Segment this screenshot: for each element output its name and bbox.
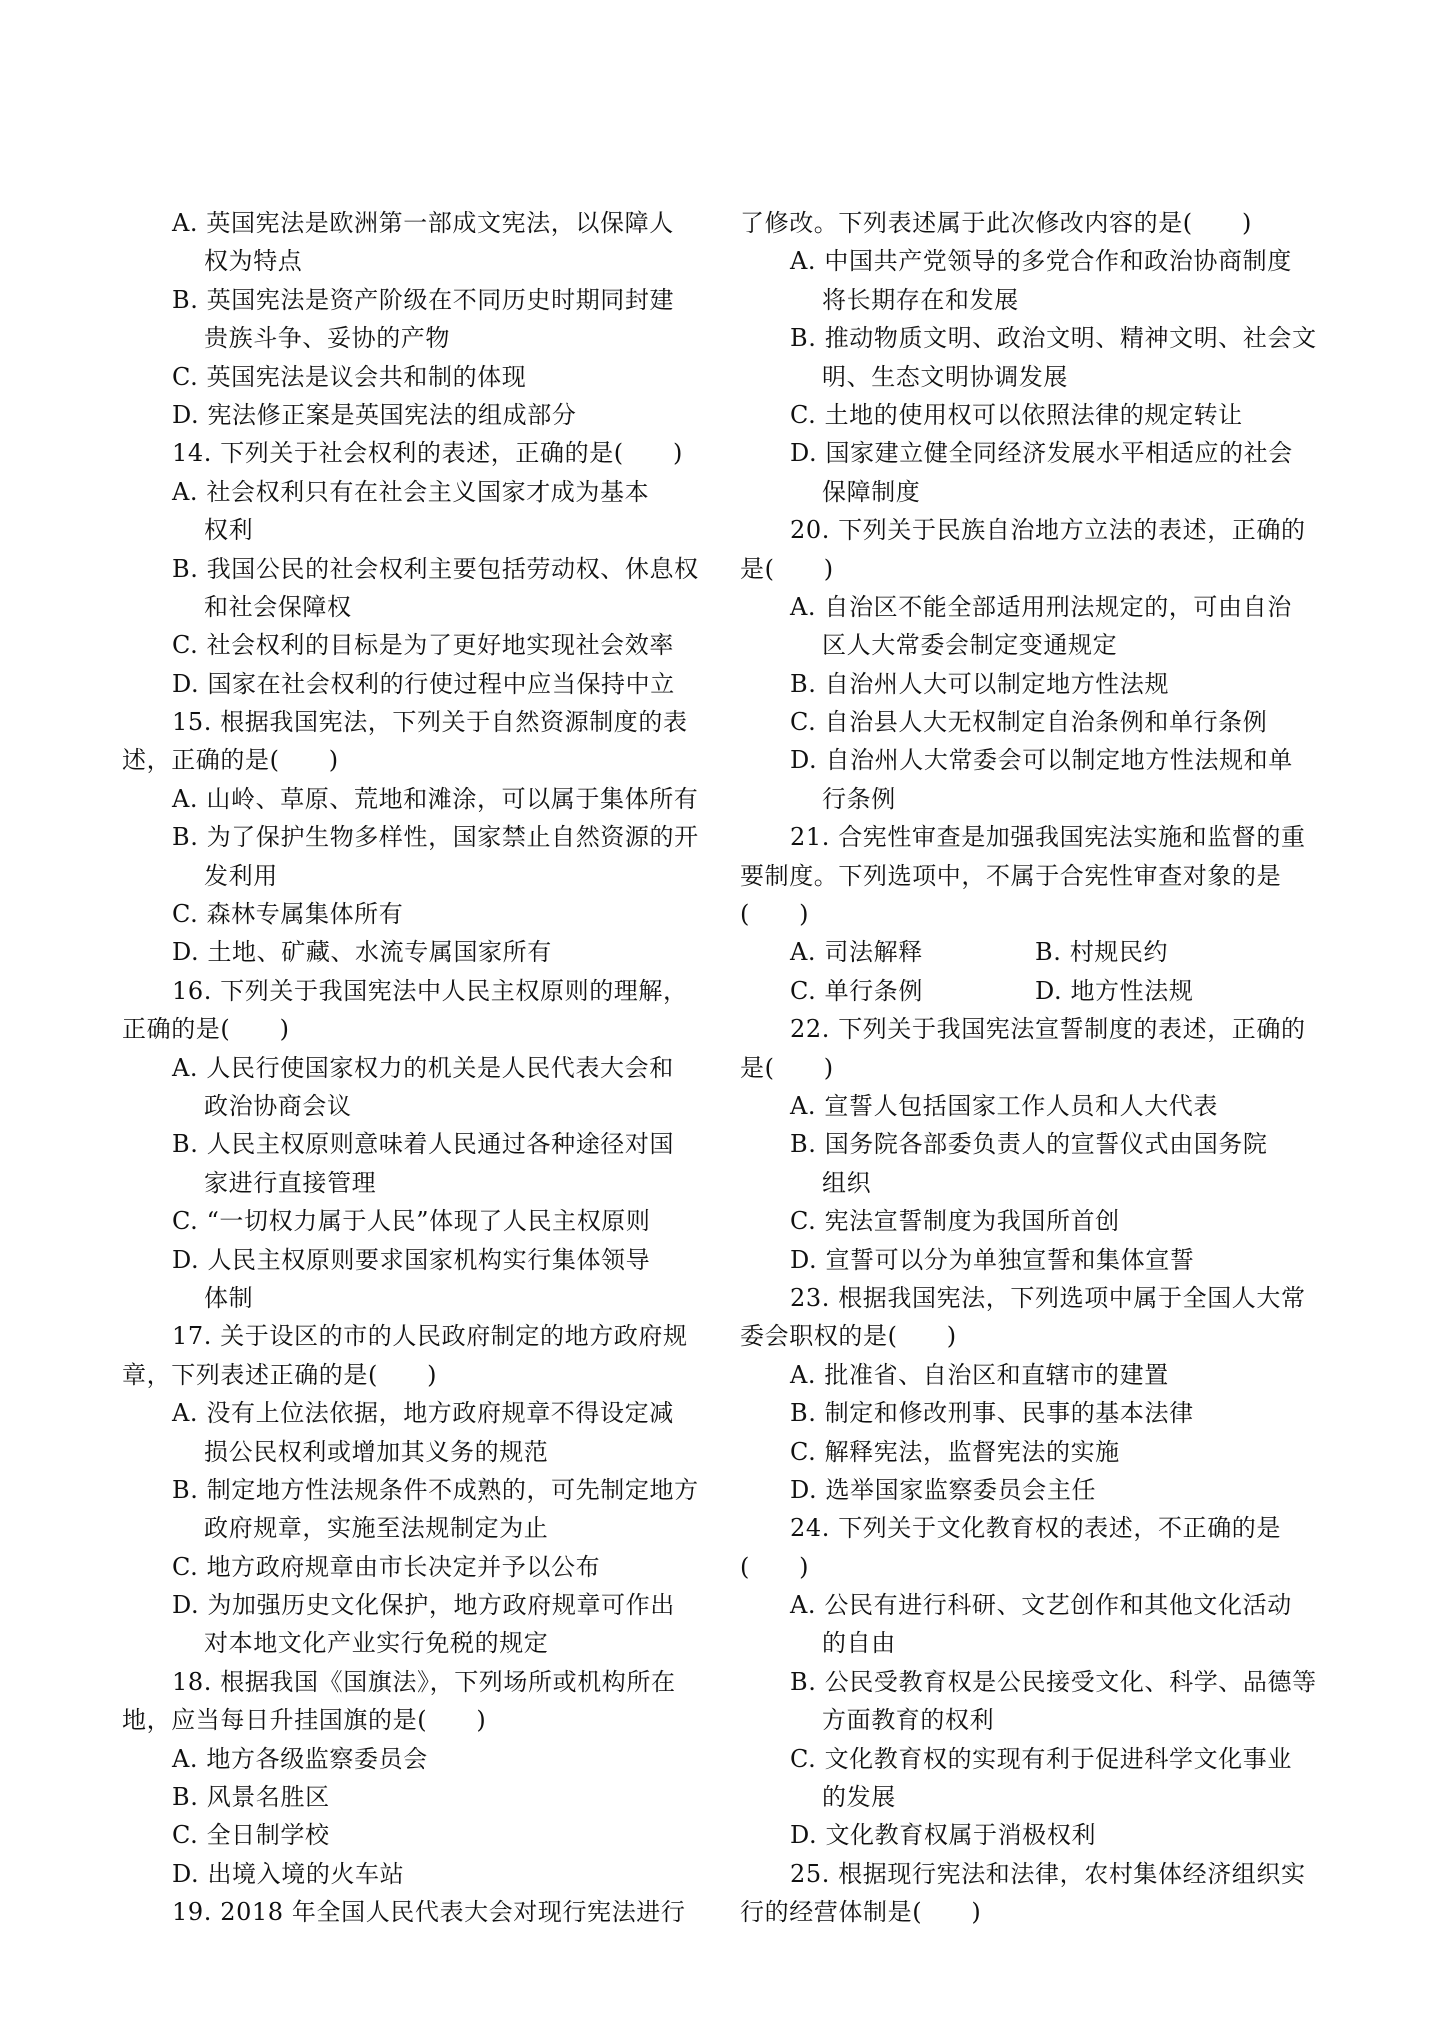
option-line: A. 地方各级监察委员会 bbox=[172, 1744, 428, 1773]
continuation-line: 保障制度 bbox=[822, 477, 921, 506]
question-stem-continuation: ( ) bbox=[740, 900, 810, 929]
question-stem-continuation: 是( ) bbox=[740, 554, 834, 583]
option-line: B. 英国宪法是资产阶级在不同历史时期同封建 bbox=[172, 285, 675, 314]
question-stem-continuation: 行的经营体制是( ) bbox=[740, 1898, 982, 1927]
question-stem: 15. 根据我国宪法，下列关于自然资源制度的表 bbox=[172, 708, 688, 737]
question-stem-continuation: 委会职权的是( ) bbox=[740, 1322, 957, 1351]
continuation-line: 区人大常委会制定变通规定 bbox=[822, 631, 1118, 660]
continuation-line: 贵族斗争、妥协的产物 bbox=[204, 324, 450, 353]
question-stem-continuation: 述，正确的是( ) bbox=[122, 746, 339, 775]
option-line: B. 人民主权原则意味着人民通过各种途径对国 bbox=[172, 1130, 675, 1159]
option-line: A. 自治区不能全部适用刑法规定的，可由自治 bbox=[790, 592, 1292, 621]
question-stem-continuation: 地，应当每日升挂国旗的是( ) bbox=[122, 1706, 487, 1735]
option-line: D. 选举国家监察委员会主任 bbox=[790, 1475, 1097, 1504]
question-stem: 23. 根据我国宪法，下列选项中属于全国人大常 bbox=[790, 1283, 1306, 1312]
continuation-line: 将长期存在和发展 bbox=[822, 285, 1019, 314]
continuation-line: 损公民权利或增加其义务的规范 bbox=[204, 1437, 549, 1466]
option-text: B. 村规民约 bbox=[1035, 938, 1169, 967]
option-line: B. 我国公民的社会权利主要包括劳动权、休息权 bbox=[172, 554, 699, 583]
option-line: C. 全日制学校 bbox=[172, 1821, 330, 1850]
option-line: B. 为了保护生物多样性，国家禁止自然资源的开 bbox=[172, 823, 699, 852]
option-line: C. 森林专属集体所有 bbox=[172, 900, 404, 929]
option-line: A. 宣誓人包括国家工作人员和人大代表 bbox=[790, 1091, 1218, 1120]
option-line: C. 文化教育权的实现有利于促进科学文化事业 bbox=[790, 1744, 1292, 1773]
option-line: B. 推动物质文明、政治文明、精神文明、社会文 bbox=[790, 324, 1317, 353]
left-column bbox=[122, 204, 699, 1932]
option-line: D. 出境入境的火车站 bbox=[172, 1859, 405, 1888]
option-text: C. 单行条例 bbox=[790, 976, 923, 1005]
option-line: D. 宣誓可以分为单独宣誓和集体宣誓 bbox=[790, 1245, 1195, 1274]
continuation-line: 权为特点 bbox=[204, 247, 303, 276]
option-line: A. 人民行使国家权力的机关是人民代表大会和 bbox=[172, 1053, 674, 1082]
option-line: C. 社会权利的目标是为了更好地实现社会效率 bbox=[172, 631, 674, 660]
question-stem: 24. 下列关于文化教育权的表述，不正确的是 bbox=[790, 1514, 1281, 1543]
option-line: B. 国务院各部委负责人的宣誓仪式由国务院 bbox=[790, 1130, 1268, 1159]
question-stem-continuation: 章，下列表述正确的是( ) bbox=[122, 1360, 438, 1389]
option-line: D. 人民主权原则要求国家机构实行集体领导 bbox=[172, 1245, 651, 1274]
option-line: C. 地方政府规章由市长决定并予以公布 bbox=[172, 1552, 601, 1581]
question-stem: 14. 下列关于社会权利的表述，正确的是( ) bbox=[172, 439, 683, 468]
option-line: C. 解释宪法，监督宪法的实施 bbox=[790, 1437, 1120, 1466]
question-stem: 19. 2018 年全国人民代表大会对现行宪法进行 bbox=[172, 1898, 686, 1927]
continuation-line: 方面教育的权利 bbox=[822, 1706, 995, 1735]
option-line: C. “一切权力属于人民”体现了人民主权原则 bbox=[172, 1207, 651, 1236]
option-text: A. 司法解释 bbox=[790, 938, 923, 967]
question-stem: 16. 下列关于我国宪法中人民主权原则的理解， bbox=[172, 976, 688, 1005]
question-stem: 22. 下列关于我国宪法宣誓制度的表述，正确的 bbox=[790, 1015, 1306, 1044]
option-line: D. 文化教育权属于消极权利 bbox=[790, 1821, 1097, 1850]
option-line: C. 英国宪法是议会共和制的体现 bbox=[172, 362, 527, 391]
question-stem: 21. 合宪性审查是加强我国宪法实施和监督的重 bbox=[790, 823, 1306, 852]
option-line: D. 土地、矿藏、水流专属国家所有 bbox=[172, 938, 552, 967]
right-column-option-pair bbox=[740, 933, 1280, 971]
continuation-line: 和社会保障权 bbox=[204, 592, 352, 621]
option-line: A. 中国共产党领导的多党合作和政治协商制度 bbox=[790, 247, 1292, 276]
option-line: A. 没有上位法依据，地方政府规章不得设定减 bbox=[172, 1399, 674, 1428]
question-stem-continuation: 是( ) bbox=[740, 1053, 834, 1082]
option-line: D. 国家在社会权利的行使过程中应当保持中立 bbox=[172, 669, 675, 698]
option-line: A. 英国宪法是欧洲第一部成文宪法，以保障人 bbox=[172, 209, 674, 237]
continuation-line: 家进行直接管理 bbox=[204, 1168, 377, 1197]
continuation-line: 政府规章，实施至法规制定为止 bbox=[204, 1514, 549, 1543]
question-stem-continuation: 要制度。下列选项中，不属于合宪性审查对象的是 bbox=[740, 861, 1282, 890]
question-stem-continuation: 正确的是( ) bbox=[122, 1015, 290, 1044]
question-stem: 20. 下列关于民族自治地方立法的表述，正确的 bbox=[790, 516, 1306, 545]
continuation-line: 行条例 bbox=[822, 784, 896, 813]
question-stem: 17. 关于设区的市的人民政府制定的地方政府规 bbox=[172, 1322, 688, 1351]
question-stem: 18. 根据我国《国旗法》，下列场所或机构所在 bbox=[172, 1667, 676, 1696]
option-line: C. 自治县人大无权制定自治条例和单行条例 bbox=[790, 708, 1268, 737]
continuation-line: 的发展 bbox=[822, 1783, 896, 1812]
continuation-line: 政治协商会议 bbox=[204, 1091, 352, 1120]
option-line: A. 社会权利只有在社会主义国家才成为基本 bbox=[172, 477, 650, 506]
option-text: D. 地方性法规 bbox=[1035, 976, 1194, 1005]
option-line: C. 宪法宣誓制度为我国所首创 bbox=[790, 1207, 1120, 1236]
option-line: C. 土地的使用权可以依照法律的规定转让 bbox=[790, 400, 1243, 429]
option-line: A. 公民有进行科研、文艺创作和其他文化活动 bbox=[790, 1591, 1292, 1620]
continuation-line: 发利用 bbox=[204, 861, 278, 890]
right-column bbox=[740, 204, 1317, 1932]
option-line: B. 风景名胜区 bbox=[172, 1783, 330, 1812]
option-line: B. 自治州人大可以制定地方性法规 bbox=[790, 669, 1170, 698]
continuation-line: 组织 bbox=[822, 1168, 872, 1197]
continuation-line: 的自由 bbox=[822, 1629, 896, 1658]
continuation-line: 体制 bbox=[204, 1283, 254, 1312]
question-stem-continuation: ( ) bbox=[740, 1552, 810, 1581]
option-line: D. 自治州人大常委会可以制定地方性法规和单 bbox=[790, 746, 1293, 775]
option-line: B. 制定和修改刑事、民事的基本法律 bbox=[790, 1399, 1194, 1428]
option-line: D. 为加强历史文化保护，地方政府规章可作出 bbox=[172, 1591, 675, 1620]
question-stem-continuation: 了修改。下列表述属于此次修改内容的是( ) bbox=[740, 209, 1252, 237]
option-line: D. 国家建立健全同经济发展水平相适应的社会 bbox=[790, 439, 1293, 468]
option-line: B. 公民受教育权是公民接受文化、科学、品德等 bbox=[790, 1667, 1317, 1696]
continuation-line: 明、生态文明协调发展 bbox=[822, 362, 1068, 391]
option-line: A. 批准省、自治区和直辖市的建置 bbox=[790, 1360, 1169, 1389]
right-column-option-pair bbox=[740, 972, 1280, 1010]
option-line: B. 制定地方性法规条件不成熟的，可先制定地方 bbox=[172, 1475, 699, 1504]
option-line: D. 宪法修正案是英国宪法的组成部分 bbox=[172, 400, 577, 429]
continuation-line: 对本地文化产业实行免税的规定 bbox=[204, 1629, 549, 1658]
option-line: A. 山岭、草原、荒地和滩涂，可以属于集体所有 bbox=[172, 784, 699, 813]
question-stem: 25. 根据现行宪法和法律，农村集体经济组织实 bbox=[790, 1859, 1306, 1888]
continuation-line: 权利 bbox=[204, 516, 254, 545]
